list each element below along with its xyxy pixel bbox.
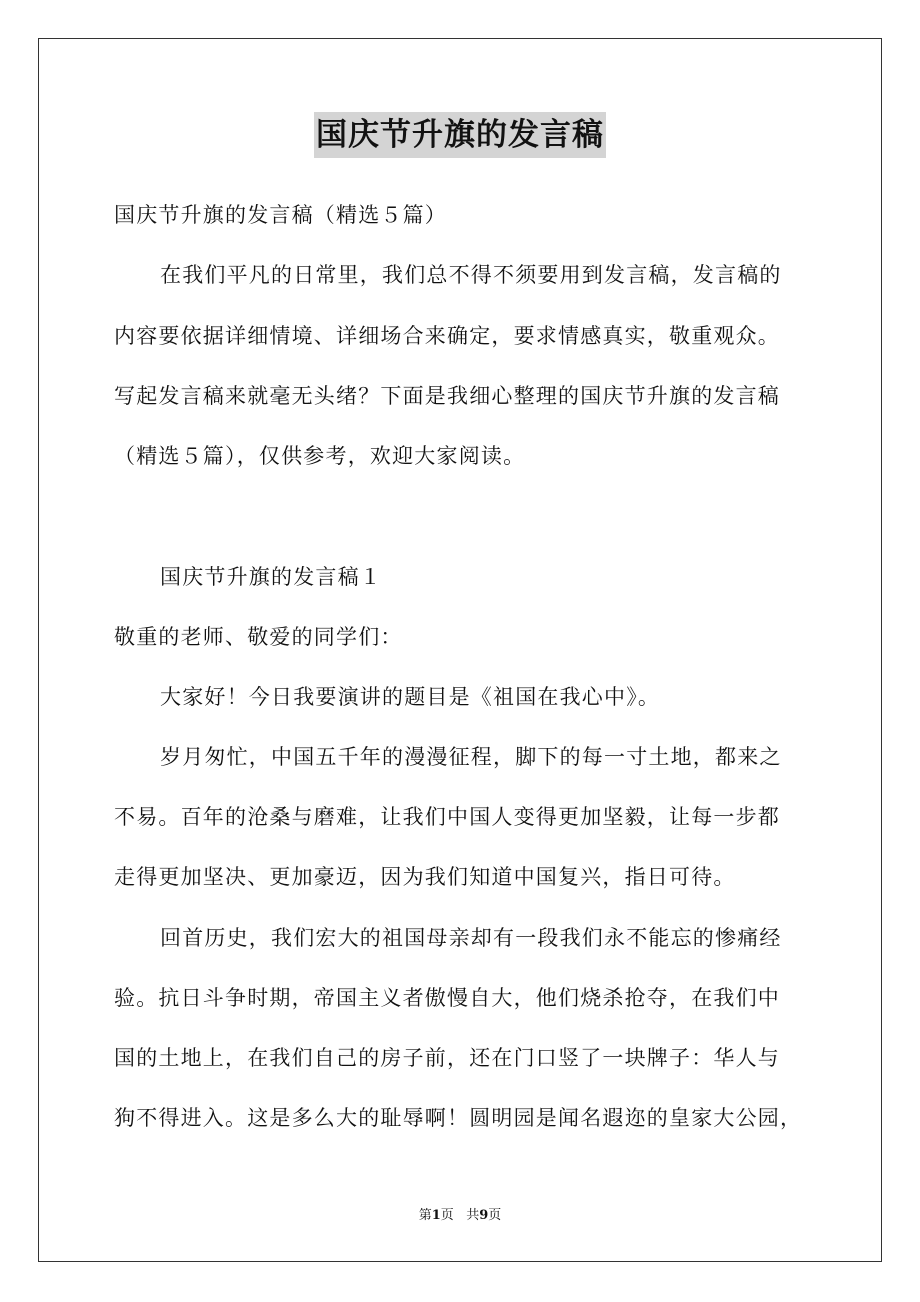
- body-line-5: 回首历史，我们宏大的祖国母亲却有一段我们永不能忘的惨痛经: [160, 926, 782, 950]
- footer-page-word: 页: [440, 1208, 454, 1223]
- footer-total-pages: 9: [479, 1208, 489, 1223]
- title-container: [0, 112, 920, 158]
- body-line-6: 验。抗日斗争时期，帝国主义者傲慢自大，他们烧杀抢夺，在我们中: [114, 986, 780, 1010]
- page-footer: [0, 1206, 920, 1226]
- intro-line-4: （精选５篇），仅供参考，欢迎大家阅读。: [114, 444, 526, 468]
- body-line-3: 不易。百年的沧桑与磨难，让我们中国人变得更加坚毅，让每一步都: [114, 805, 780, 829]
- footer-prefix: 第: [418, 1208, 432, 1223]
- intro-line-2: 内容要依据详细情境、详细场合来确定，要求情感真实，敬重观众。: [114, 324, 780, 348]
- document-subtitle: 国庆节升旗的发言稿（精选５篇）: [114, 203, 447, 227]
- footer-total-prefix: 共: [466, 1208, 480, 1223]
- intro-line-3: 写起发言稿来就毫无头绪？下面是我细心整理的国庆节升旗的发言稿: [114, 384, 780, 408]
- body-line-7: 国的土地上，在我们自己的房子前，还在门口竖了一块牌子：华人与: [114, 1046, 780, 1070]
- body-line-8: 狗不得进入。这是多么大的耻辱啊！圆明园是闻名遐迩的皇家大公园，: [114, 1106, 803, 1130]
- section-heading: 国庆节升旗的发言稿１: [160, 565, 382, 589]
- body-line-2: 岁月匆忙，中国五千年的漫漫征程，脚下的每一寸土地，都来之: [160, 745, 782, 769]
- body-line-4: 走得更加坚决、更加豪迈，因为我们知道中国复兴，指日可待。: [114, 865, 736, 889]
- footer-total-suffix: 页: [488, 1208, 502, 1223]
- document-title: 国庆节升旗的发言稿: [314, 112, 606, 158]
- salutation: 敬重的老师、敬爱的同学们：: [114, 625, 403, 649]
- body-line-1: 大家好！今日我要演讲的题目是《祖国在我心中》。: [160, 685, 661, 709]
- intro-line-1: 在我们平凡的日常里，我们总不得不须要用到发言稿，发言稿的: [160, 263, 782, 287]
- footer-current-page: 1: [431, 1208, 441, 1223]
